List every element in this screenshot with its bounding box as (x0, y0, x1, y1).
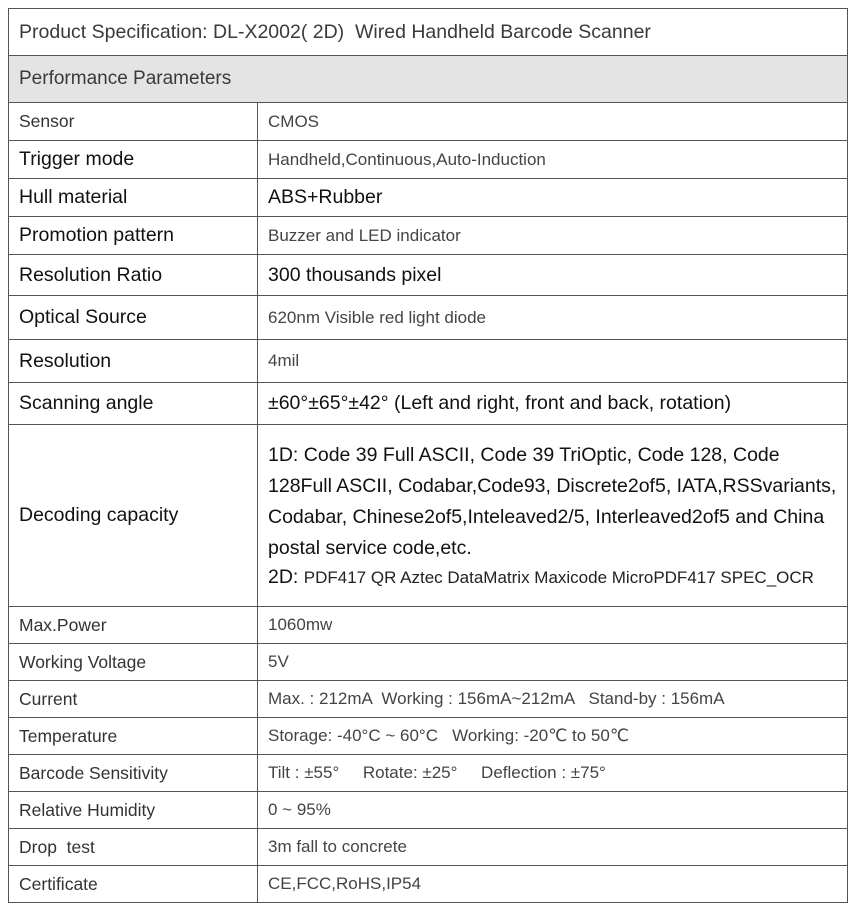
spec-table (8, 8, 848, 903)
spec-label: Hull material (9, 179, 258, 217)
spec-value: 1060mw (258, 607, 848, 644)
spec-row-sensor (9, 103, 848, 141)
spec-label: Barcode Sensitivity (9, 755, 258, 792)
spec-value: Buzzer and LED indicator (258, 217, 848, 255)
section-header: Performance Parameters (9, 56, 848, 103)
decoding-1d-list: 1D: Code 39 Full ASCII, Code 39 TriOptic, Code 128, Code 128Full ASCII, Codabar,Code93, Discrete2of5, IATA,RSSvariants, Codabar, Chinese2of5,Inteleaved2/5, Interleaved2of5 and China postal service code,etc. (268, 444, 837, 559)
spec-row-temperature (9, 718, 848, 755)
spec-label: Drop test (9, 829, 258, 866)
spec-value: Storage: -40°C ~ 60°C Working: -20℃ to 50℃ (258, 718, 848, 755)
spec-value: Tilt : ±55° Rotate: ±25° Deflection : ±75° (258, 755, 848, 792)
spec-value: 5V (258, 644, 848, 681)
spec-row-relative-humidity (9, 792, 848, 829)
spec-row-drop-test (9, 829, 848, 866)
spec-label: Trigger mode (9, 141, 258, 179)
spec-label: Promotion pattern (9, 217, 258, 255)
spec-row-hull-material (9, 179, 848, 217)
spec-label: Resolution Ratio (9, 255, 258, 296)
spec-row-decoding-capacity (9, 425, 848, 607)
decoding-2d-list: PDF417 QR Aztec DataMatrix Maxicode MicroPDF417 SPEC_OCR (303, 568, 814, 587)
spec-value: 620nm Visible red light diode (258, 296, 848, 340)
spec-value: Max. : 212mA Working : 156mA~212mA Stand-by : 156mA (258, 681, 848, 718)
spec-row-promotion-pattern (9, 217, 848, 255)
section-row (9, 56, 848, 103)
spec-row-resolution-ratio (9, 255, 848, 296)
spec-value: 300 thousands pixel (258, 255, 848, 296)
spec-row-scanning-angle (9, 383, 848, 425)
spec-row-max-power (9, 607, 848, 644)
spec-value: Handheld,Continuous,Auto-Induction (258, 141, 848, 179)
spec-label: Certificate (9, 866, 258, 903)
spec-value: 0 ~ 95% (258, 792, 848, 829)
spec-value (258, 425, 848, 607)
spec-label: Scanning angle (9, 383, 258, 425)
spec-row-resolution (9, 340, 848, 383)
spec-label: Max.Power (9, 607, 258, 644)
spec-label: Temperature (9, 718, 258, 755)
spec-label: Relative Humidity (9, 792, 258, 829)
spec-label: Current (9, 681, 258, 718)
spec-label: Optical Source (9, 296, 258, 340)
decoding-2d-prefix: 2D: (268, 566, 304, 588)
spec-value: ABS+Rubber (258, 179, 848, 217)
spec-value: 4mil (258, 340, 848, 383)
spec-row-optical-source (9, 296, 848, 340)
title-row (9, 9, 848, 56)
decoding-2d-line (268, 564, 847, 591)
spec-value: CE,FCC,RoHS,IP54 (258, 866, 848, 903)
spec-label: Resolution (9, 340, 258, 383)
spec-value: ±60°±65°±42° (Left and right, front and back, rotation) (258, 383, 848, 425)
product-title: Product Specification: DL-X2002( 2D) Wired Handheld Barcode Scanner (9, 9, 848, 56)
spec-row-trigger-mode (9, 141, 848, 179)
spec-label: Sensor (9, 103, 258, 141)
spec-label: Working Voltage (9, 644, 258, 681)
spec-value: CMOS (258, 103, 848, 141)
spec-row-working-voltage (9, 644, 848, 681)
spec-row-current (9, 681, 848, 718)
spec-value: 3m fall to concrete (258, 829, 848, 866)
spec-label: Decoding capacity (9, 425, 258, 607)
spec-row-certificate (9, 866, 848, 903)
spec-row-barcode-sensitivity (9, 755, 848, 792)
